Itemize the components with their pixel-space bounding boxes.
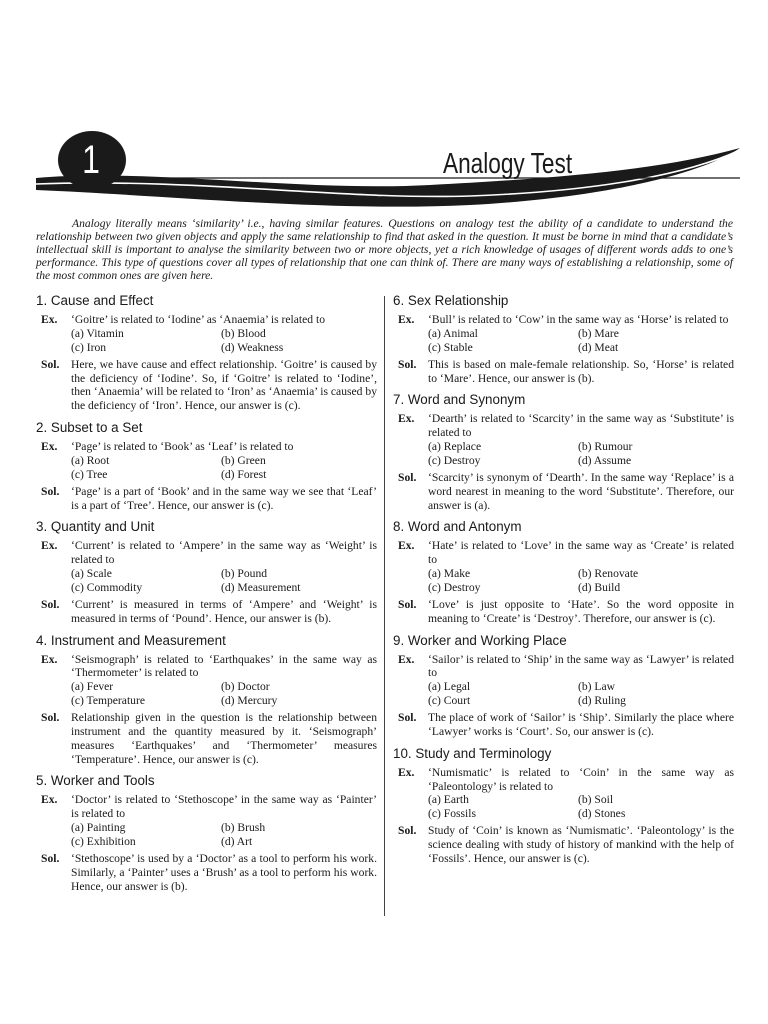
example-label: Ex. <box>398 313 415 326</box>
section-title: 1. Cause and Effect <box>36 293 154 308</box>
answer-options <box>393 793 734 821</box>
example-text: ‘Goitre’ is related to ‘Iodine’ as ‘Anaemia’ is related to <box>71 313 325 326</box>
solution-row <box>36 358 377 413</box>
example-text: ‘Seismograph’ is related to ‘Earthquakes’ in the same way as ‘Thermometer’ is related to <box>71 652 377 680</box>
left-column <box>36 292 377 893</box>
solution-label: Sol. <box>398 597 417 611</box>
solution-label: Sol. <box>398 711 417 725</box>
example-row <box>36 313 377 327</box>
solution-row <box>36 485 377 513</box>
example-row <box>36 440 377 454</box>
analogy-section <box>393 518 734 625</box>
answer-options <box>36 454 377 482</box>
example-text: ‘Dearth’ is related to ‘Scarcity’ in the same way as ‘Substitute’ is related to <box>428 412 734 440</box>
option-a: (a) Painting <box>71 820 126 834</box>
example-label: Ex. <box>41 313 58 326</box>
answer-options <box>393 680 734 708</box>
option-c: (c) Temperature <box>71 694 145 708</box>
option-d: (d) Stones <box>578 807 626 821</box>
column-divider <box>384 296 385 916</box>
example-text: ‘Hate’ is related to ‘Love’ in the same way as ‘Create’ is related to <box>428 539 734 567</box>
example-label: Ex. <box>398 765 415 779</box>
option-c: (c) Fossils <box>428 807 476 821</box>
analogy-section <box>393 391 734 512</box>
option-b: (b) Law <box>578 680 616 694</box>
solution-label: Sol. <box>41 711 60 725</box>
option-a: (a) Fever <box>71 680 114 694</box>
answer-options <box>36 821 377 849</box>
solution-row <box>393 471 734 512</box>
solution-row <box>36 711 377 766</box>
section-title: 7. Word and Synonym <box>393 392 526 408</box>
analogy-section <box>393 292 734 385</box>
option-b: (b) Rumour <box>578 439 633 453</box>
option-d: (d) Art <box>221 834 253 848</box>
option-a: (a) Scale <box>71 566 112 580</box>
example-text: ‘Sailor’ is related to ‘Ship’ in the same way as ‘Lawyer’ is related to <box>428 652 734 680</box>
answer-options <box>393 567 734 595</box>
analogy-section <box>36 772 377 893</box>
option-c: (c) Commodity <box>71 580 143 594</box>
option-b: (b) Renovate <box>578 566 639 580</box>
example-text: ‘Numismatic’ is related to ‘Coin’ in the same way as ‘Paleontology’ is related to <box>428 765 734 793</box>
example-row <box>36 539 377 567</box>
analogy-section <box>36 632 377 767</box>
option-c: (c) Tree <box>71 467 108 481</box>
solution-label: Sol. <box>41 597 60 611</box>
solution-text: The place of work of ‘Sailor’ is ‘Ship’. Similarly the place where ‘Lawyer’ works is ‘Court’. So, our answer is (c). <box>428 711 734 738</box>
option-d: (d) Mercury <box>221 694 278 708</box>
solution-text: Relationship given in the question is the relationship between instrument and the quantity measured by it. ‘Seismograph’ measures ‘Earthquakes’ and ‘Thermometer’ measures ‘Temperature’. Hence, our answer is (c). <box>71 711 377 766</box>
option-d: (d) Ruling <box>578 694 626 708</box>
solution-text: This is based on male-female relationship. So, ‘Horse’ is related to ‘Mare’. Hence, our answer is (b). <box>428 357 734 385</box>
solution-row <box>393 358 734 386</box>
solution-text: ‘Page’ is a part of ‘Book’ and in the same way we see that ‘Leaf’ is a part of ‘Tree’. Hence, our answer is (c). <box>71 484 377 512</box>
analogy-section <box>393 632 734 739</box>
option-b: (b) Doctor <box>221 680 270 694</box>
option-a: (a) Earth <box>428 793 469 807</box>
solution-label: Sol. <box>398 824 417 838</box>
section-title: 9. Worker and Working Place <box>393 632 567 648</box>
example-label: Ex. <box>398 652 415 666</box>
answer-options <box>36 327 377 355</box>
solution-text: ‘Current’ is measured in terms of ‘Ampere’ and ‘Weight’ is measured in terms of ‘Pound’. Hence, our answer is (b). <box>71 597 377 625</box>
option-b: (b) Blood <box>221 326 266 340</box>
example-row <box>393 313 734 327</box>
option-c: (c) Destroy <box>428 453 481 467</box>
chapter-header <box>0 0 768 215</box>
option-b: (b) Soil <box>578 793 614 807</box>
analogy-section <box>36 518 377 625</box>
solution-label: Sol. <box>41 484 60 498</box>
solution-row <box>393 711 734 739</box>
section-title: 8. Word and Antonym <box>393 519 522 535</box>
option-c: (c) Destroy <box>428 580 481 594</box>
answer-options <box>393 327 734 355</box>
solution-row <box>36 598 377 626</box>
example-label: Ex. <box>398 412 415 426</box>
option-a: (a) Root <box>71 453 110 467</box>
chapter-title: Analogy Test <box>443 148 573 180</box>
option-d: (d) Assume <box>578 453 632 467</box>
example-label: Ex. <box>41 539 58 553</box>
section-title: 3. Quantity and Unit <box>36 519 155 535</box>
example-label: Ex. <box>41 652 58 666</box>
solution-text: Here, we have cause and effect relationship. ‘Goitre’ is caused by the deficiency of ‘Iodine’. So, if ‘Goitre’ is related to ‘Iodine’, then ‘Anaemia’ will be related to ‘Iron’ as ‘Anaemia’ is caused by the deficiency of ‘Iron’. Hence, our answer is (c). <box>71 357 377 413</box>
option-a: (a) Replace <box>428 439 482 453</box>
solution-row <box>36 852 377 893</box>
solution-text: ‘Scarcity’ is synonym of ‘Dearth’. In the same way ‘Replace’ is a word nearest in meaning to the word ‘Substitute’. Therefore, our answer is (a). <box>428 470 734 512</box>
option-c: (c) Iron <box>71 340 107 354</box>
section-title: 6. Sex Relationship <box>393 293 509 308</box>
option-c: (c) Exhibition <box>71 834 136 848</box>
answer-options <box>36 567 377 595</box>
solution-label: Sol. <box>398 357 417 371</box>
section-title: 2. Subset to a Set <box>36 419 143 435</box>
option-b: (b) Green <box>221 453 266 467</box>
solution-label: Sol. <box>398 470 417 484</box>
answer-options <box>393 440 734 468</box>
option-d: (d) Meat <box>578 340 619 354</box>
solution-label: Sol. <box>41 357 60 371</box>
example-row <box>36 653 377 681</box>
answer-options <box>36 680 377 708</box>
option-d: (d) Forest <box>221 467 267 481</box>
option-b: (b) Mare <box>578 326 619 340</box>
example-label: Ex. <box>41 793 58 807</box>
option-c: (c) Stable <box>428 340 473 354</box>
option-c: (c) Court <box>428 694 471 708</box>
analogy-section <box>393 745 734 866</box>
example-label: Ex. <box>41 439 58 453</box>
section-title: 5. Worker and Tools <box>36 773 155 789</box>
example-row <box>393 412 734 440</box>
option-a: (a) Vitamin <box>71 326 124 340</box>
option-b: (b) Pound <box>221 566 268 580</box>
example-row <box>393 653 734 681</box>
option-d: (d) Weakness <box>221 340 284 354</box>
example-row <box>393 766 734 794</box>
example-text: ‘Current’ is related to ‘Ampere’ in the same way as ‘Weight’ is related to <box>71 539 377 567</box>
example-row <box>393 539 734 567</box>
solution-row <box>393 824 734 865</box>
solution-text: ‘Love’ is just opposite to ‘Hate’. So the word opposite in meaning to ‘Create’ is ‘Destroy’. Therefore, our answer is (c). <box>428 597 734 625</box>
option-a: (a) Animal <box>428 326 478 340</box>
option-d: (d) Measurement <box>221 580 301 594</box>
option-b: (b) Brush <box>221 820 266 834</box>
example-text: ‘Doctor’ is related to ‘Stethoscope’ in the same way as ‘Painter’ is related to <box>71 793 377 821</box>
solution-label: Sol. <box>41 851 60 865</box>
right-column <box>393 292 734 866</box>
solution-row <box>393 598 734 626</box>
example-text: ‘Bull’ is related to ‘Cow’ in the same way as ‘Horse’ is related to <box>428 313 729 326</box>
option-d: (d) Build <box>578 580 621 594</box>
option-a: (a) Legal <box>428 680 471 694</box>
intro-paragraph: Analogy literally means ‘similarity’ i.e., having similar features. Questions on analogy test the ability of a candidate to understand the relationship between two given objects and apply the same relationship to find that asked in the question. It must be borne in mind that a candidate’s intellectual skill is important to analyse the similarity between two or more objects, yet a rich knowledge of usages of different words adds to one’s performance. This type of questions cover all types of relationship that one can think of. There are many ways of establishing a relationship, some of the most common ones are given here. <box>36 217 733 282</box>
section-title: 4. Instrument and Measurement <box>36 632 226 648</box>
example-text: ‘Page’ is related to ‘Book’ as ‘Leaf’ is related to <box>71 439 294 453</box>
option-a: (a) Make <box>428 566 471 580</box>
analogy-section <box>36 419 377 512</box>
solution-text: Study of ‘Coin’ is known as ‘Numismatic’. ‘Paleontology’ is the science dealing with study of history of mankind with the help of ‘Fossils’. Hence, our answer is (c). <box>428 824 734 865</box>
example-label: Ex. <box>398 539 415 553</box>
analogy-section <box>36 292 377 413</box>
chapter-number: 1 <box>82 138 100 182</box>
example-row <box>36 793 377 821</box>
solution-text: ‘Stethoscope’ is used by a ‘Doctor’ as a tool to perform his work. Similarly, a ‘Painter’ uses a ‘Brush’ as a tool to perform his work. Hence, our answer is (b). <box>71 851 377 893</box>
section-title: 10. Study and Terminology <box>393 745 552 761</box>
